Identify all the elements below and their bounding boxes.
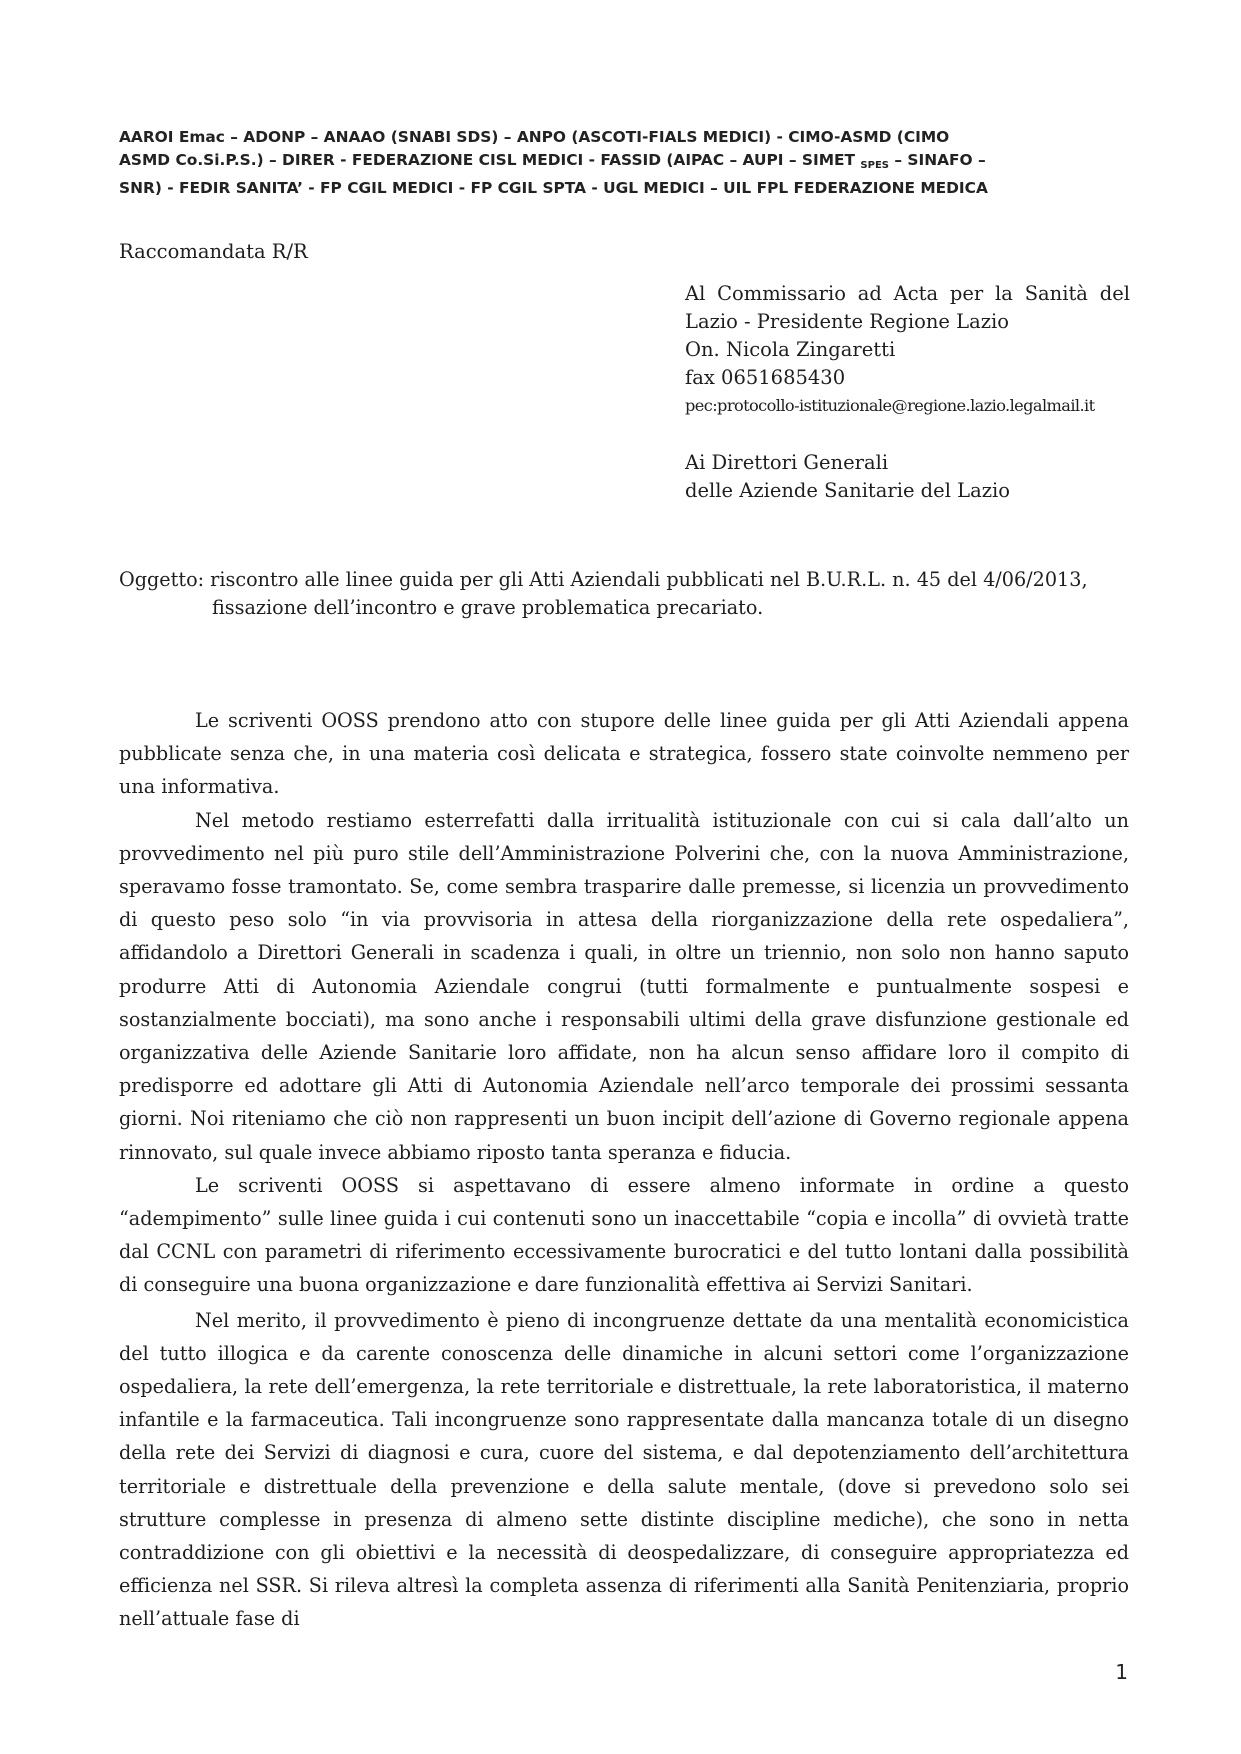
recipient-1-fax: fax 0651685430 [685,366,846,389]
recipient-block-1 [685,280,1130,420]
page-number: 1 [1115,1660,1128,1684]
subject-block [119,566,1129,622]
unions-header-line-3: SNR) - FEDIR SANITA’ - FP CGIL MEDICI - FP CGIL SPTA - UGL MEDICI – UIL FPL FEDERAZIONE MEDICA [119,179,988,197]
recipient-block-2 [685,449,1130,505]
body-paragraph-2: Nel metodo restiamo esterrefatti dalla irritualità istituzionale con cui si cala dall’alto un provvedimento nel più puro stile dell’Amministrazione Polverini che, con la nuova Amministrazione, speravamo fosse tramontato. Se, come sembra trasparire dalle premesse, si licenzia un provvedimento di questo peso solo “in via provvisoria in attesa della riorganizzazione della rete ospedaliera”, affidandolo a Direttori Generali in scadenza i quali, in oltre un triennio, non solo non hanno saputo produrre Atti di Autonomia Aziendale congrui (tutti formalmente e puntualmente sospesi e sostanzialmente bocciati), ma sono anche i responsabili ultimi della grave disfunzione gestionale ed organizzativa delle Aziende Sanitarie loro affidate, non ha alcun senso affidare loro il compito di predisporre ed adottare gli Atti di Autonomia Aziendale nell’arco temporale dei prossimi sessanta giorni. Noi riteniamo che ciò non rappresenti un buon incipit dell’azione di Governo regionale appena rinnovato, sul quale invece abbiamo riposto tanta speranza e fiducia. [119,808,1129,1164]
letter-body [119,704,1129,1636]
registered-mail-label: Raccomandata R/R [119,240,308,263]
unions-header-subscript: SPES [860,160,889,171]
unions-header [119,126,1129,200]
recipient-2-line-2: delle Aziende Sanitarie del Lazio [685,479,1010,502]
unions-header-line-2 [119,149,1129,177]
body-paragraph-4: Nel merito, il provvedimento è pieno di incongruenze dettate da una mentalità economicistica del tutto illogica e da carente conoscenza delle dinamiche in alcuni settori come l’organizzazione ospedaliera, la rete dell’emergenza, la rete territoriale e distrettuale, la rete laboratoristica, il materno infantile e la farmaceutica. Tali incongruenze sono rappresentate dalla mancanza totale di un disegno della rete dei Servizi di diagnosi e cura, cuore del sistema, e dal depotenziamento dell’architettura territoriale e distrettuale della prevenzione e della salute mentale, (dove si prevedono solo sei strutture complesse in presenza di almeno sette distinte discipline mediche), che sono in netta contraddizione con gli obiettivi e la necessità di deospedalizzare, di conseguire appropriatezza ed efficienza nel SSR. Si rileva altresì la completa assenza di riferimenti alla Sanità Penitenziaria, proprio nell’attuale fase di [119,1308,1129,1631]
unions-header-line-1: AAROI Emac – ADONP – ANAAO (SNABI SDS) – ANPO (ASCOTI-FIALS MEDICI) - CIMO-ASMD (CIMO [119,128,950,146]
recipient-1-line-1: Al Commissario ad Acta per la Sanità del [685,282,1130,305]
recipient-1-pec: pec:protocollo-istituzionale@regione.lazio.legalmail.it [685,396,1095,415]
body-paragraph-3: Le scriventi OOSS si aspettavano di essere almeno informate in ordine a questo “adempimento” sulle linee guida i cui contenuti sono un inaccettabile “copia e incolla” di ovvietà tratte dal CCNL con parametri di riferimento eccessivamente burocratici e del tutto lontani dalla possibilità di conseguire una buona organizzazione e dare funzionalità effettiva ai Servizi Sanitari. [119,1173,1129,1297]
unions-header-line-2-end: – SINAFO – [888,151,986,169]
subject-line-2: fissazione dell’incontro e grave problematica precariato. [212,596,764,619]
recipient-2-line-1: Ai Direttori Generali [685,451,889,474]
recipient-1-name: On. Nicola Zingaretti [685,338,896,361]
subject-line-1: Oggetto: riscontro alle linee guida per gli Atti Aziendali pubblicati nel B.U.R.L. n. 45 del 4/06/2013, [119,568,1088,591]
unions-header-line-2-text: ASMD Co.Si.P.S.) – DIRER - FEDERAZIONE CISL MEDICI - FASSID (AIPAC – AUPI – SIMET [119,151,861,169]
body-paragraph-1: Le scriventi OOSS prendono atto con stupore delle linee guida per gli Atti Aziendali appena pubblicate senza che, in una materia così delicata e strategica, fossero state coinvolte nemmeno per una informativa. [119,709,1129,799]
recipient-1-line-2: Lazio - Presidente Regione Lazio [685,310,1009,333]
